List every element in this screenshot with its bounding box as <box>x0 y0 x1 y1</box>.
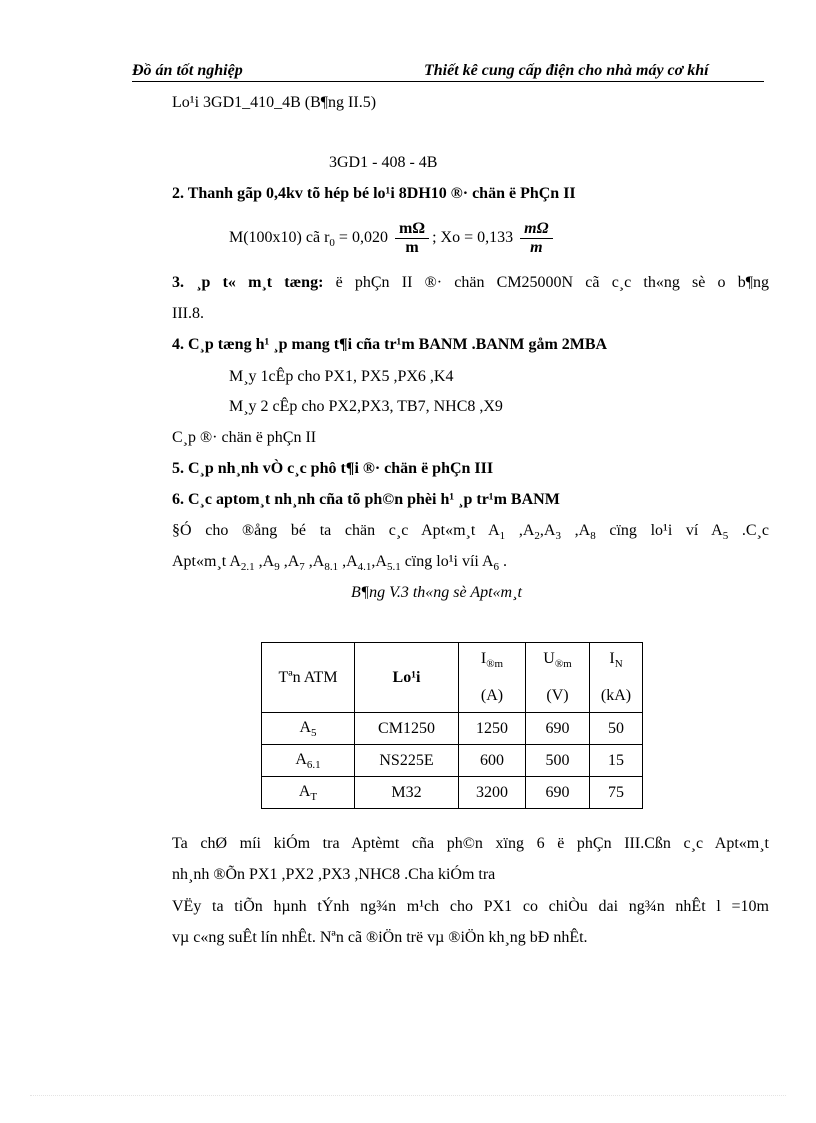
cell-idm: 3200 <box>459 777 526 809</box>
table-row <box>262 713 643 745</box>
cell-type: M32 <box>355 777 459 809</box>
table-header-row <box>262 643 643 713</box>
cell-in: 50 <box>590 713 643 745</box>
cell-udm: 690 <box>526 777 590 809</box>
line-3gd1-408: 3GD1 - 408 - 4B <box>329 154 438 171</box>
p1-seg4: ,A <box>560 522 591 539</box>
header-name: Tªn ATM <box>262 643 355 713</box>
section-2-heading: 2. Thanh gãp 0,4kv tõ hép bé lo¹i 8DH10 ®· chän ë PhÇn II <box>172 185 576 202</box>
header-udm-unit: (V) <box>546 687 569 705</box>
table-caption: B¶ng V.3 th«ng sè Apt«m¸t <box>351 584 522 601</box>
fraction-2-den: m <box>530 238 543 256</box>
header-in-sub: N <box>614 658 623 671</box>
p1-seg3: ,A <box>539 522 556 539</box>
cell-name-sub: T <box>310 790 318 803</box>
header-idm-sub: ®m <box>486 658 504 671</box>
fraction-2 <box>520 220 552 256</box>
p1-sub1: 1 <box>499 530 506 543</box>
cell-name-main: A <box>295 750 307 768</box>
header-udm-sub: ®m <box>554 658 572 671</box>
header-right-title: Thiết kê cung cấp điện cho nhà máy cơ khí <box>424 62 709 79</box>
atm-parameters-table <box>261 642 643 809</box>
cell-name-main: A <box>298 782 311 800</box>
cell-type: NS225E <box>355 745 459 777</box>
cell-name-sub: 5 <box>311 726 317 739</box>
cell-name <box>262 745 355 777</box>
cell-name-sub: 6.1 <box>306 758 321 771</box>
cell-name <box>262 713 355 745</box>
header-underline <box>132 81 764 82</box>
header-udm-main: U <box>543 650 555 667</box>
p1-sub2: 2 <box>534 530 540 543</box>
p2-sub4: 8.1 <box>324 561 339 574</box>
after-line-2: nh¸nh ®Õn PX1 ,PX2 ,PX3 ,NHC8 .Cha kiÓm tra <box>172 866 496 883</box>
header-in-main: I <box>609 650 615 667</box>
cell-idm: 600 <box>459 745 526 777</box>
header-idm-unit: (A) <box>480 687 504 705</box>
header-idm <box>459 643 526 713</box>
after-line-4: vµ c«ng suÊt lín nhÊt. Nªn cã ®iÖn trë vµ ®iÖn kh¸ng bÐ nhÊt. <box>172 929 588 946</box>
paragraph-1 <box>172 522 769 542</box>
header-udm <box>526 643 590 713</box>
after-line-3: VËy ta tiÕn hµnh tÝnh ng¾n m¹ch cho PX1 co chiÒu dai ng¾n nhÊt l =10m <box>172 898 769 915</box>
cell-type: CM1250 <box>355 713 459 745</box>
after-line-1: Ta chØ míi kiÓm tra Aptèmt cña ph©n xïng 6 ë phÇn III.Cßn c¸c Apt«m¸t <box>172 835 769 852</box>
section-3-line <box>172 274 769 292</box>
p2-seg3: ,A <box>279 553 300 570</box>
section-4-item-2: M¸y 2 cÊp cho PX2,PX3, TB7, NHC8 ,X9 <box>229 398 503 415</box>
p2-sub7: 6 <box>493 561 499 574</box>
section-4-note: C¸p ®· chän ë phÇn II <box>172 429 317 446</box>
cell-in: 75 <box>590 777 643 809</box>
p1-seg1: §Ó cho ®ång bé ta chän c¸c Apt«m¸t A <box>172 522 500 539</box>
cell-udm: 500 <box>526 745 590 777</box>
p2-seg5: ,A <box>338 553 358 570</box>
p2-sub1: 2.1 <box>240 561 255 574</box>
cell-idm: 1250 <box>459 713 526 745</box>
formula-r-eq: = 0,020 <box>334 228 388 246</box>
section-3-text: ë phÇn II ®· chän CM25000N cã c¸c th«ng sè o b¶ng <box>323 274 769 291</box>
table-row <box>262 745 643 777</box>
p1-seg2: ,A <box>505 522 535 539</box>
fraction-2-num: mΩ <box>520 220 552 239</box>
formula-mid: ; Xo = 0,133 <box>432 228 514 246</box>
formula-line <box>229 220 556 256</box>
p2-seg6: ,A <box>371 553 387 570</box>
header-in <box>590 643 643 713</box>
section-4-heading: 4. C¸p tæng h¹ ¸p mang t¶i cña tr¹m BANM .BANM gåm 2MBA <box>172 336 608 353</box>
cell-in: 15 <box>590 745 643 777</box>
fraction-1 <box>395 220 429 256</box>
header-left-title: Đồ án tốt nghiệp <box>132 62 243 79</box>
page-bottom-rule <box>30 1095 786 1096</box>
p1-seg5: cïng lo¹i ví A <box>595 522 723 539</box>
cell-name <box>262 777 355 809</box>
section-6-heading: 6. C¸c aptom¸t nh¸nh cña tõ ph©n phèi h¹ ¸p tr¹m BANM <box>172 491 560 508</box>
p2-seg4: ,A <box>304 553 325 570</box>
p1-seg6: .C¸c <box>728 522 769 539</box>
section-3-cont: III.8. <box>172 305 204 322</box>
line-loai-3gd1: Lo¹i 3GD1_410_4B (B¶ng II.5) <box>172 94 377 111</box>
p2-sub6: 5.1 <box>386 561 401 574</box>
paragraph-2 <box>172 553 507 573</box>
formula-prefix: M(100x10) cã r <box>229 228 330 246</box>
cell-udm: 690 <box>526 713 590 745</box>
formula-r-sub: 0 <box>329 236 335 249</box>
p1-sub3: 3 <box>555 530 561 543</box>
section-4-item-1: M¸y 1cÊp cho PX1, PX5 ,PX6 ,K4 <box>229 368 454 385</box>
header-idm-main: I <box>480 650 487 667</box>
p2-seg1: Apt«m¸t A <box>172 553 241 570</box>
p1-sub5: 5 <box>722 530 729 543</box>
p2-sub3: 7 <box>299 561 305 574</box>
p2-seg7: cïng lo¹i víi A <box>400 553 494 570</box>
section-5-heading: 5. C¸p nh¸nh vÒ c¸c phô t¶i ®· chän ë phÇn III <box>172 460 494 477</box>
p2-sub2: 9 <box>274 561 280 574</box>
p2-seg2: ,A <box>254 553 275 570</box>
fraction-1-den: m <box>405 238 419 256</box>
header-in-unit: (kA) <box>600 687 632 705</box>
section-3-heading: 3. ¸p t« m¸t tæng: <box>172 274 324 291</box>
table-row <box>262 777 643 809</box>
p2-sub5: 4.1 <box>357 561 372 574</box>
cell-name-main: A <box>299 718 312 736</box>
p2-seg8: . <box>499 553 507 570</box>
fraction-1-num: mΩ <box>395 220 429 239</box>
header-type: Lo¹i <box>355 643 459 713</box>
p1-sub4: 8 <box>590 530 596 543</box>
